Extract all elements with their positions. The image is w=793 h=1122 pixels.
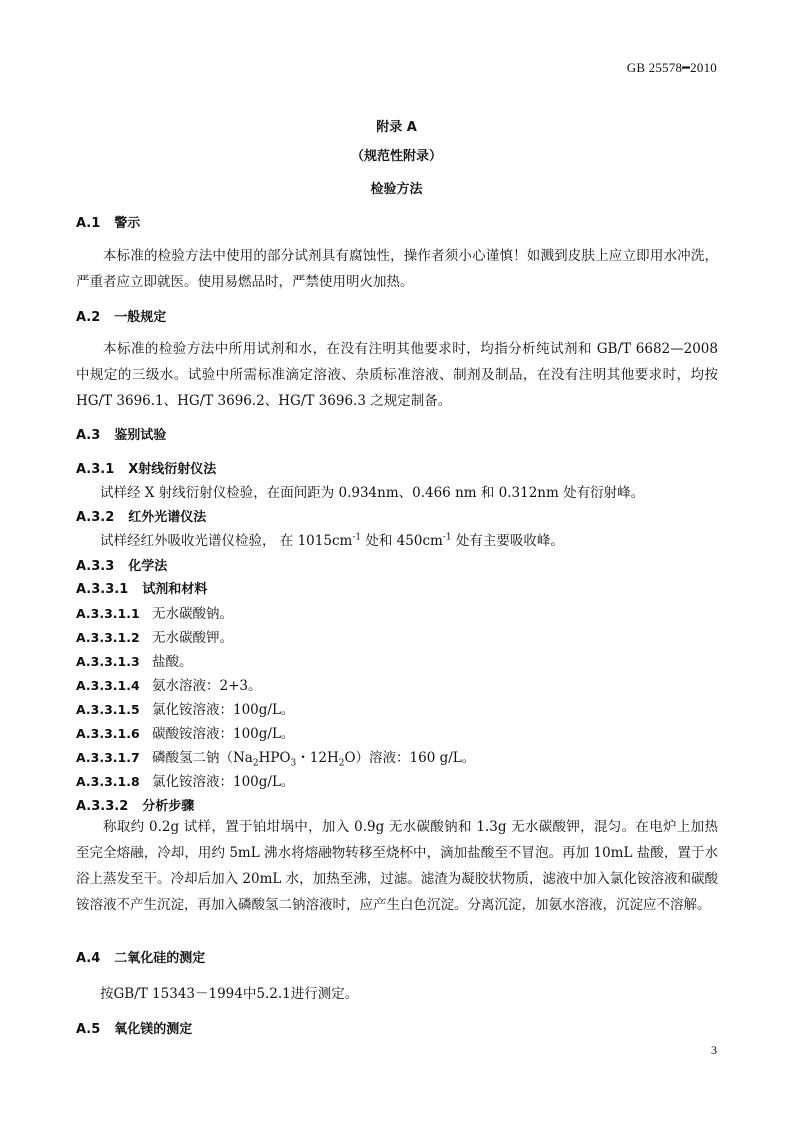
appendix-name: 检验方法 [370,182,423,197]
section-a332-text: 称取约 0.2g 试样，置于铂坩埚中，加入 0.9g 无水碳酸钠和 1.3g 无水碳酸钾，混匀。在电炉上加热至完全熔融，冷却，用约 5mL 沸水将熔融物转移至烧杯中，滴加盐酸至不冒泡。再加 10mL 盐酸，置于水浴上蒸发至干。冷却后加入 20mL 水，加热至沸，过滤。滤渣为凝胶状物质，滤液中加入氯化铵溶液和碳酸铵溶液不产生沉淀，再加入磷酸氢二钠溶液时，应产生白色沉淀。分离沉淀，加氨水溶液，沉淀应不溶解。 [76,819,718,913]
reagent-item-formula: A.3.3.1.7 磷酸氢二钠（$Na_2HPO_3$・$12H_2O$）溶液：160 g/L。 [76,750,476,769]
appendix-type: （规范性附录） [350,149,442,164]
section-a4-text: 按GB/T 15343－1994中5.2.1进行测定。 [100,986,359,1002]
section-a1-heading: A.1 警示 [76,216,141,231]
reagent-item: A.3.3.1.2 无水碳酸钾。 [76,630,233,646]
section-a32-text: 试样经红外吸收光谱仪检验， 在 $1015cm^{-1}$ 处和 $450cm^{-1}$ 处有主要吸收峰。 [100,532,564,549]
section-a2-heading: A.2 一般规定 [76,310,167,325]
reagent-item: A.3.3.1.8 氯化铵溶液：100g/L。 [76,774,295,790]
section-a2-text: 本标准的检验方法中所用试剂和水，在没有注明其他要求时，均指分析纯试剂和 GB/T 6682—2008 中规定的三级水。试验中所需标准滴定溶液、杂质标准溶液、制剂及制品，在没有注明其他要求时，均按 HG/T 3696.1、HG/T 3696.2、HG/T 3696.3 之规定制备。 [76,341,718,409]
section-a331-heading: A.3.3.1 试剂和材料 [76,582,208,597]
appendix-label: 附录 A [376,120,417,135]
page-number: 3 [711,1043,717,1057]
section-a31-text: 试样经 X 射线衍射仪检验，在面间距为 0.934nm、0.466 nm 和 0.312nm 处有衍射峰。 [100,485,645,501]
reagent-item: A.3.3.1.3 盐酸。 [76,654,193,670]
section-a4-heading: A.4 二氧化硅的测定 [76,951,206,966]
section-a332-heading: A.3.3.2 分析步骤 [76,799,195,814]
reagent-item: A.3.3.1.5 氯化铵溶液：100g/L。 [76,702,295,718]
section-a1-text: 本标准的检验方法中使用的部分试剂具有腐蚀性，操作者须小心谨慎！如溅到皮肤上应立即用水冲洗，严重者应立即就医。使用易燃品时，严禁使用明火加热。 [76,248,718,290]
section-a32-heading: A.3.2 红外光谱仪法 [76,510,207,525]
section-a5-heading: A.5 氧化镁的测定 [76,1022,193,1037]
appendix-titles [0,116,793,197]
section-a31-heading: A.3.1 X射线衍射仪法 [76,462,217,477]
reagent-item: A.3.3.1.6 碳酸铵溶液：100g/L。 [76,726,295,742]
section-a3-heading: A.3 鉴别试验 [76,428,167,443]
standard-code: GB 25578━2010 [626,60,717,75]
section-a33-heading: A.3.3 化学法 [76,559,168,574]
reagent-item: A.3.3.1.1 无水碳酸钠。 [76,606,233,622]
reagent-item: A.3.3.1.4 氨水溶液：2+3。 [76,678,262,694]
